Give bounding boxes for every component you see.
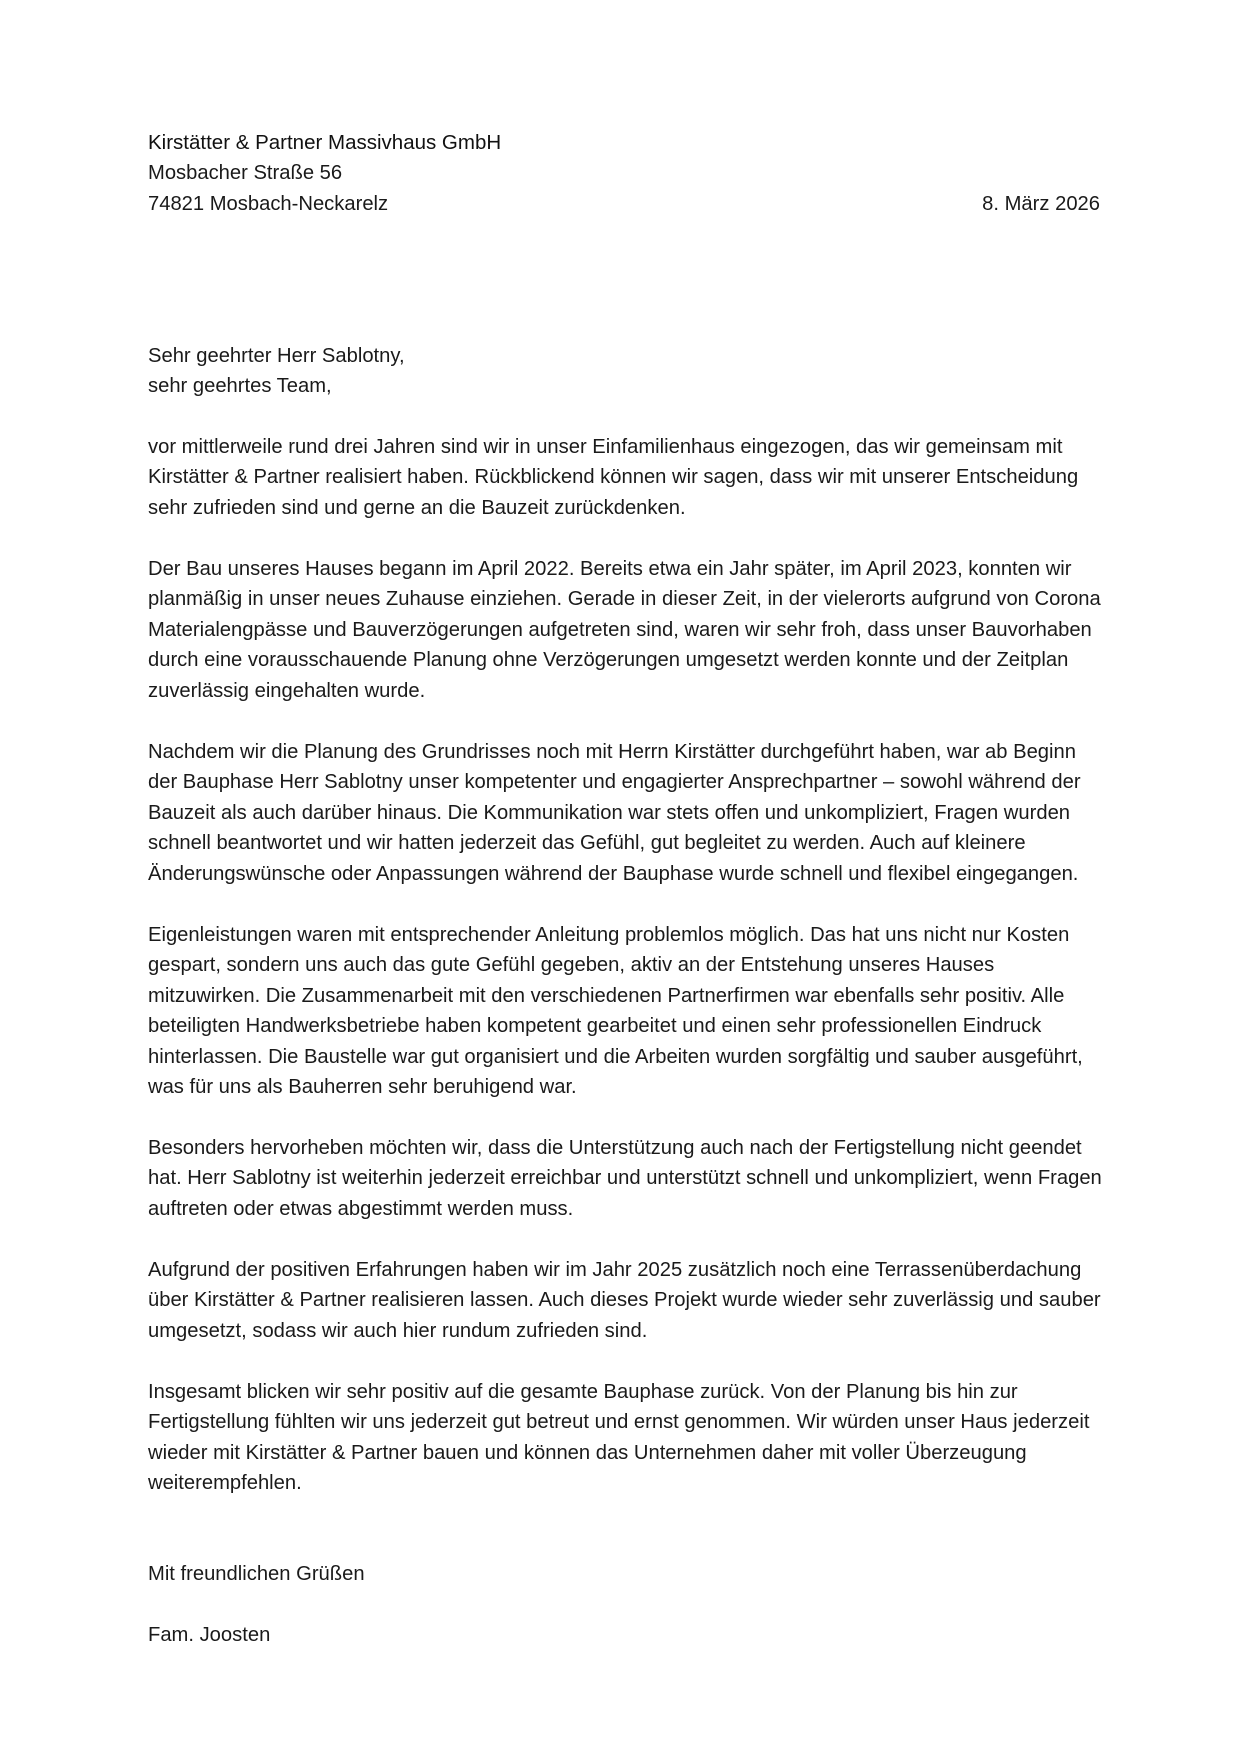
salutation-line-2: sehr geehrtes Team, xyxy=(148,375,332,398)
paragraph-line: Besonders hervorheben möchten wir, dass die Unterstützung auch nach der Fertigstellung nicht geendet xyxy=(148,1137,1082,1159)
signature-name: Fam. Joosten xyxy=(148,1624,271,1646)
paragraph-line: sehr zufrieden sind und gerne an die Bauzeit zurückdenken. xyxy=(148,496,686,519)
paragraph-line: zuverlässig eingehalten wurde. xyxy=(148,679,426,702)
paragraph-line: Bauzeit als auch darüber hinaus. Die Kommunikation war stets offen und unkompliziert, Fragen wurden xyxy=(148,801,1071,824)
paragraph-line: Aufgrund der positiven Erfahrungen haben wir im Jahr 2025 zusätzlich noch eine Terrassenüberdachung xyxy=(148,1259,1082,1281)
paragraph-line: Eigenleistungen waren mit entsprechender Anleitung problemlos möglich. Das hat uns nicht nur Kosten xyxy=(148,924,1070,946)
paragraph-line: hinterlassen. Die Baustelle war gut organisiert und die Arbeiten wurden sorgfältig und sauber ausgeführt, xyxy=(148,1045,1083,1068)
paragraph-line: Insgesamt blicken wir sehr positiv auf die gesamte Bauphase zurück. Von der Planung bis hin zur xyxy=(148,1381,1018,1403)
paragraph-1 xyxy=(148,432,1108,523)
paragraph-line: auftreten oder etwas abgestimmt werden muss. xyxy=(148,1197,574,1220)
salutation xyxy=(148,341,1108,402)
paragraph-line: was für uns als Bauherren sehr beruhigend war. xyxy=(148,1076,577,1099)
paragraph-line: Nachdem wir die Planung des Grundrisses noch mit Herrn Kirstätter durchgeführt haben, war ab Beginn xyxy=(148,741,1076,763)
paragraph-line: Der Bau unseres Hauses begann im April 2022. Bereits etwa ein Jahr später, im April 2023, konnten wir xyxy=(148,558,1072,580)
paragraph-line: durch eine vorausschauende Planung ohne Verzögerungen umgesetzt werden konnte und der Zeitplan xyxy=(148,649,1069,672)
closing xyxy=(148,1559,1108,1589)
paragraph-line: umgesetzt, sodass wir auch hier rundum zufrieden sind. xyxy=(148,1319,648,1342)
sender-company: Kirstätter & Partner Massivhaus GmbH xyxy=(148,131,502,154)
closing-text: Mit freundlichen Grüßen xyxy=(148,1563,365,1585)
paragraph-3 xyxy=(148,737,1108,889)
signature xyxy=(148,1620,1108,1650)
paragraph-line: Fertigstellung fühlten wir uns jederzeit gut betreut und ernst genommen. Wir würden unser Haus jederzeit xyxy=(148,1411,1090,1434)
paragraph-line: vor mittlerweile rund drei Jahren sind wir in unser Einfamilienhaus eingezogen, das wir gemeinsam mit xyxy=(148,436,1063,458)
paragraph-line: der Bauphase Herr Sablotny unser kompetenter und engagierter Ansprechpartner – sowohl während der xyxy=(148,771,1081,794)
paragraph-line: mitzuwirken. Die Zusammenarbeit mit den verschiedenen Partnerfirmen war ebenfalls sehr positiv. Alle xyxy=(148,984,1065,1007)
paragraph-line: Änderungswünsche oder Anpassungen während der Bauphase wurde schnell und flexibel eingegangen. xyxy=(148,862,1079,885)
paragraph-line: gespart, sondern uns auch das gute Gefühl gegeben, aktiv an der Entstehung unseres Hauses xyxy=(148,954,995,977)
paragraph-line: schnell beantwortet und wir hatten jederzeit das Gefühl, gut begleitet zu werden. Auch auf kleinere xyxy=(148,832,1026,855)
letter-date: 8. März 2026 xyxy=(982,193,1100,215)
sender-city: 74821 Mosbach-Neckarelz xyxy=(148,192,389,215)
paragraph-7 xyxy=(148,1377,1108,1499)
paragraph-line: hat. Herr Sablotny ist weiterhin jederzeit erreichbar und unterstützt schnell und unkompliziert, wenn Fragen xyxy=(148,1167,1102,1190)
paragraph-line: beteiligten Handwerksbetriebe haben kompetent gearbeitet und einen sehr professionellen Eindruck xyxy=(148,1015,1042,1038)
paragraph-2 xyxy=(148,554,1108,706)
sender-address xyxy=(148,128,1108,219)
paragraph-line: weiterempfehlen. xyxy=(148,1472,302,1495)
paragraph-line: über Kirstätter & Partner realisieren lassen. Auch dieses Projekt wurde wieder sehr zuverlässig und sauber xyxy=(148,1289,1101,1312)
paragraph-line: wieder mit Kirstätter & Partner bauen und können das Unternehmen daher mit voller Überzeugung xyxy=(148,1441,1027,1464)
paragraph-5 xyxy=(148,1133,1108,1224)
paragraph-line: Kirstätter & Partner realisiert haben. Rückblickend können wir sagen, dass wir mit unserer Entscheidung xyxy=(148,466,1079,489)
salutation-line-1: Sehr geehrter Herr Sablotny, xyxy=(148,345,405,367)
paragraph-line: Materialengpässe und Bauverzögerungen aufgetreten sind, waren wir sehr froh, dass unser Bauvorhaben xyxy=(148,618,1092,641)
sender-street: Mosbacher Straße 56 xyxy=(148,162,343,185)
paragraph-4 xyxy=(148,920,1108,1102)
paragraph-6 xyxy=(148,1255,1108,1346)
paragraph-line: planmäßig in unser neues Zuhause einziehen. Gerade in dieser Zeit, in der vielerorts aufgrund von Corona xyxy=(148,588,1101,611)
